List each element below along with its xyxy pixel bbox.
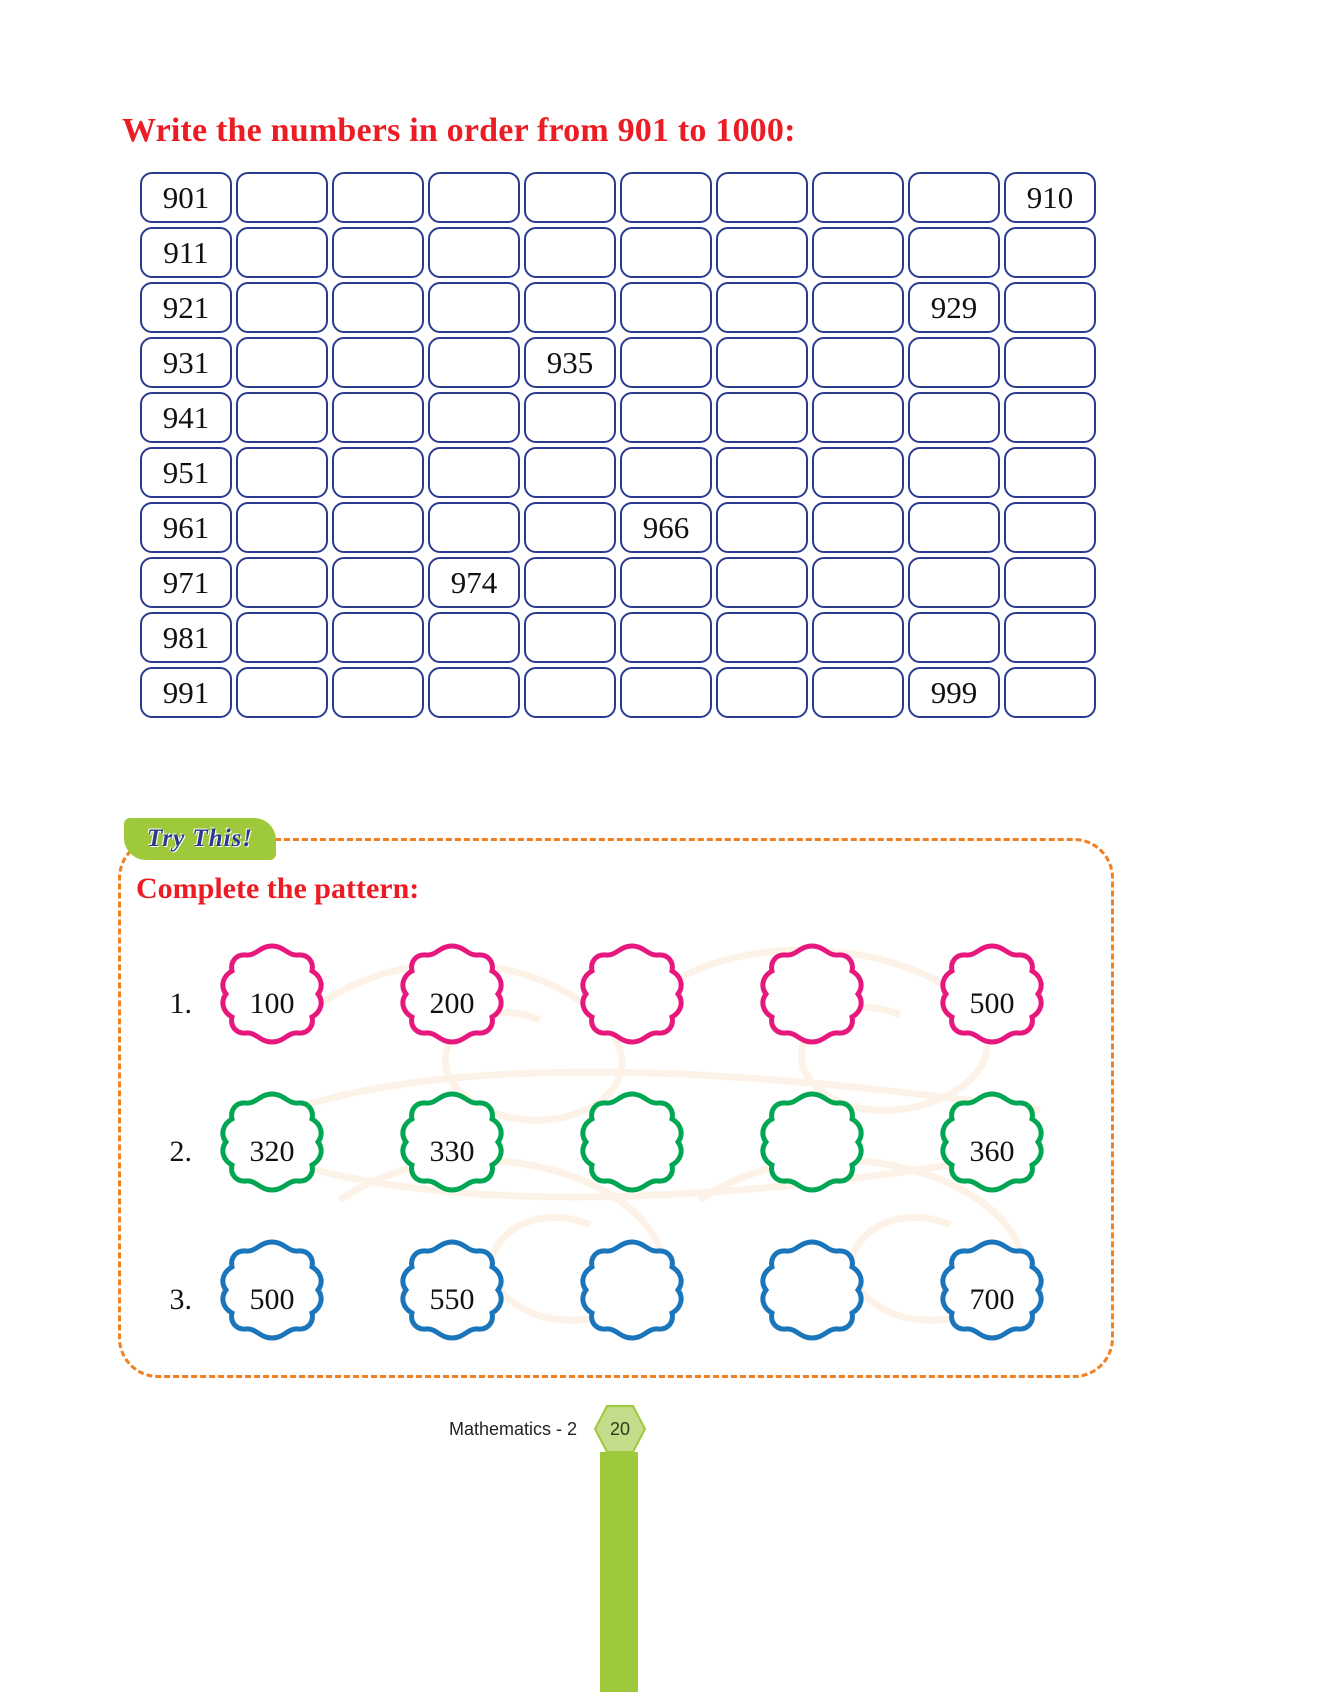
grid-cell[interactable]	[236, 392, 328, 443]
grid-cell[interactable]	[236, 337, 328, 388]
pattern-row-3	[140, 1226, 1090, 1374]
pattern-flower[interactable]	[206, 1088, 338, 1216]
table-row	[140, 667, 1100, 718]
grid-cell[interactable]	[812, 172, 904, 223]
grid-cell[interactable]: 991	[140, 667, 232, 718]
grid-cell[interactable]	[812, 557, 904, 608]
grid-cell[interactable]	[812, 337, 904, 388]
pattern-row-1	[140, 930, 1090, 1078]
grid-cell[interactable]	[524, 502, 616, 553]
pattern-flower[interactable]	[926, 940, 1058, 1068]
grid-cell[interactable]	[428, 392, 520, 443]
footer-book-label: Mathematics - 2	[449, 1419, 578, 1439]
grid-cell[interactable]	[332, 337, 424, 388]
grid-cell[interactable]	[524, 557, 616, 608]
pattern-flower-blank[interactable]	[746, 940, 878, 1068]
grid-cell[interactable]	[332, 612, 424, 663]
grid-cell[interactable]	[620, 667, 712, 718]
grid-cell[interactable]	[236, 502, 328, 553]
pattern-flower[interactable]	[386, 1236, 518, 1364]
grid-cell[interactable]	[524, 447, 616, 498]
pattern-value: 700	[969, 1283, 1015, 1316]
grid-cell[interactable]	[1004, 612, 1096, 663]
pattern-flower-blank[interactable]	[746, 1236, 878, 1364]
grid-cell[interactable]	[1004, 557, 1096, 608]
page-title: Write the numbers in order from 901 to 1000:	[122, 112, 796, 149]
grid-cell[interactable]	[620, 172, 712, 223]
grid-cell[interactable]	[236, 667, 328, 718]
grid-cell[interactable]	[524, 172, 616, 223]
grid-cell[interactable]	[428, 502, 520, 553]
grid-cell[interactable]	[716, 612, 808, 663]
grid-cell[interactable]: 961	[140, 502, 232, 553]
grid-cell[interactable]: 971	[140, 557, 232, 608]
pattern-value: 200	[429, 987, 475, 1020]
grid-cell[interactable]: 911	[140, 227, 232, 278]
grid-cell[interactable]	[332, 392, 424, 443]
grid-cell[interactable]	[236, 227, 328, 278]
grid-cell[interactable]	[428, 227, 520, 278]
grid-cell[interactable]: 935	[524, 337, 616, 388]
grid-cell[interactable]	[524, 392, 616, 443]
pattern-value: 360	[969, 1135, 1015, 1168]
table-row	[140, 612, 1100, 663]
grid-cell[interactable]	[236, 282, 328, 333]
grid-cell[interactable]	[620, 612, 712, 663]
table-row	[140, 502, 1100, 553]
grid-cell[interactable]	[908, 612, 1000, 663]
pattern-flower[interactable]	[386, 1088, 518, 1216]
pattern-value: 320	[249, 1135, 295, 1168]
grid-cell[interactable]	[236, 447, 328, 498]
grid-cell[interactable]	[620, 557, 712, 608]
table-row	[140, 447, 1100, 498]
pattern-flower-blank[interactable]	[566, 940, 698, 1068]
grid-cell[interactable]	[620, 227, 712, 278]
grid-cell[interactable]	[1004, 447, 1096, 498]
grid-cell[interactable]	[812, 612, 904, 663]
grid-cell[interactable]	[524, 227, 616, 278]
grid-cell[interactable]	[236, 557, 328, 608]
grid-cell[interactable]: 901	[140, 172, 232, 223]
table-row	[140, 337, 1100, 388]
list-item-number: 3.	[169, 1283, 192, 1316]
pattern-flower[interactable]	[926, 1236, 1058, 1364]
grid-cell[interactable]	[716, 557, 808, 608]
grid-cell[interactable]: 931	[140, 337, 232, 388]
grid-cell[interactable]: 951	[140, 447, 232, 498]
grid-cell[interactable]	[428, 282, 520, 333]
grid-cell[interactable]	[332, 282, 424, 333]
table-row	[140, 172, 1100, 223]
grid-cell[interactable]	[908, 172, 1000, 223]
grid-cell[interactable]	[620, 447, 712, 498]
grid-cell[interactable]	[620, 282, 712, 333]
grid-cell[interactable]: 999	[908, 667, 1000, 718]
grid-cell[interactable]	[716, 282, 808, 333]
grid-cell[interactable]	[428, 337, 520, 388]
grid-cell[interactable]	[332, 667, 424, 718]
grid-cell[interactable]	[428, 667, 520, 718]
grid-cell[interactable]	[812, 392, 904, 443]
pattern-flower-blank[interactable]	[566, 1088, 698, 1216]
list-item-number: 1.	[169, 987, 192, 1020]
grid-cell[interactable]	[1004, 227, 1096, 278]
grid-cell[interactable]	[908, 227, 1000, 278]
grid-cell[interactable]: 966	[620, 502, 712, 553]
grid-cell[interactable]	[908, 557, 1000, 608]
grid-cell[interactable]	[716, 337, 808, 388]
number-grid	[140, 172, 1100, 722]
pattern-value: 500	[249, 1283, 295, 1316]
grid-cell[interactable]: 974	[428, 557, 520, 608]
table-row	[140, 557, 1100, 608]
grid-cell[interactable]: 941	[140, 392, 232, 443]
grid-cell[interactable]	[716, 667, 808, 718]
grid-cell[interactable]: 981	[140, 612, 232, 663]
footer-accent-bar	[600, 1452, 638, 1692]
grid-cell[interactable]	[908, 337, 1000, 388]
grid-cell[interactable]	[716, 447, 808, 498]
pattern-flower-blank[interactable]	[566, 1236, 698, 1364]
grid-cell[interactable]	[1004, 282, 1096, 333]
grid-cell[interactable]	[812, 502, 904, 553]
grid-cell[interactable]	[812, 447, 904, 498]
pattern-flower-blank[interactable]	[746, 1088, 878, 1216]
grid-cell[interactable]	[812, 227, 904, 278]
grid-cell[interactable]	[332, 502, 424, 553]
grid-cell[interactable]	[1004, 392, 1096, 443]
grid-cell[interactable]	[428, 172, 520, 223]
pattern-value: 500	[969, 987, 1015, 1020]
page-number: 20	[609, 1418, 631, 1439]
grid-cell[interactable]	[908, 447, 1000, 498]
grid-cell[interactable]	[236, 172, 328, 223]
grid-cell[interactable]	[620, 392, 712, 443]
table-row	[140, 282, 1100, 333]
try-this-badge: Try This!	[124, 818, 276, 860]
grid-cell[interactable]	[812, 282, 904, 333]
grid-cell[interactable]	[428, 447, 520, 498]
grid-cell[interactable]	[332, 557, 424, 608]
grid-cell[interactable]	[908, 392, 1000, 443]
grid-cell[interactable]	[812, 667, 904, 718]
pattern-rows	[140, 930, 1090, 1374]
grid-cell[interactable]	[620, 337, 712, 388]
pattern-value: 100	[249, 987, 295, 1020]
section-subtitle: Complete the pattern:	[136, 872, 420, 905]
grid-cell[interactable]	[716, 392, 808, 443]
list-item-number: 2.	[169, 1135, 192, 1168]
table-row	[140, 227, 1100, 278]
grid-cell[interactable]	[908, 502, 1000, 553]
grid-cell[interactable]: 929	[908, 282, 1000, 333]
grid-cell[interactable]: 921	[140, 282, 232, 333]
grid-cell[interactable]	[332, 447, 424, 498]
grid-cell[interactable]	[1004, 667, 1096, 718]
pattern-flower[interactable]	[926, 1088, 1058, 1216]
grid-cell[interactable]: 910	[1004, 172, 1096, 223]
grid-cell[interactable]	[332, 227, 424, 278]
grid-cell[interactable]	[716, 227, 808, 278]
grid-cell[interactable]	[236, 612, 328, 663]
grid-cell[interactable]	[716, 502, 808, 553]
pattern-value: 330	[429, 1135, 475, 1168]
grid-cell[interactable]	[1004, 337, 1096, 388]
grid-cell[interactable]	[1004, 502, 1096, 553]
grid-cell[interactable]	[524, 282, 616, 333]
grid-cell[interactable]	[716, 172, 808, 223]
pattern-value: 550	[429, 1283, 475, 1316]
pattern-flower[interactable]	[206, 1236, 338, 1364]
pattern-flower[interactable]	[206, 940, 338, 1068]
page-number-badge	[594, 1404, 646, 1454]
grid-cell[interactable]	[428, 612, 520, 663]
grid-cell[interactable]	[524, 667, 616, 718]
pattern-flower[interactable]	[386, 940, 518, 1068]
table-row	[140, 392, 1100, 443]
grid-cell[interactable]	[332, 172, 424, 223]
pattern-row-2	[140, 1078, 1090, 1226]
grid-cell[interactable]	[524, 612, 616, 663]
